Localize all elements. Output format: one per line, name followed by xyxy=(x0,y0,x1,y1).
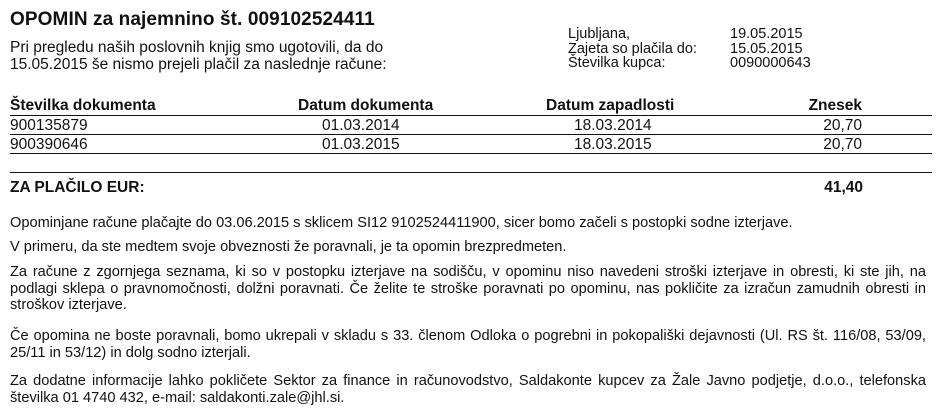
cell-due-date: 18.03.2014 xyxy=(574,117,652,134)
header-due-date: Datum zapadlosti xyxy=(546,97,675,114)
meta-label: Ljubljana, xyxy=(568,26,631,42)
cell-document-number: 900390646 xyxy=(10,136,88,153)
header-document-date: Datum dokumenta xyxy=(298,97,434,114)
cell-document-date: 01.03.2015 xyxy=(322,136,400,153)
meta-row-place-date xyxy=(568,27,828,42)
meta-row-payments-until xyxy=(568,42,828,57)
cell-amount: 20,70 xyxy=(823,136,862,153)
total-row xyxy=(10,179,932,197)
document-title: OPOMIN za najemnino št. 009102524411 xyxy=(10,9,375,30)
court-costs-notice: Za račune z zgornjega seznama, ki so v postopku izterjave na sodišču, v opominu niso navedeni stroški izterjave in obresti, ki ste jih, na podlagi sklepa o pravnomočnosti, dolžni poravnati. Če želite te stroške poravnati po opominu, nas pokličite za izračun zamudnih obresti in stroškov izterjave. xyxy=(10,264,926,313)
invoice-table xyxy=(10,96,932,154)
legal-action-notice: Če opomina ne boste poravnali, bomo ukrepali v skladu s 33. členom Odloka o pogrebni in pokopališki dejavnosti (Ul. RS št. 116/08, 53/09, 25/11 in 53/12) in dolg sodno izterjali. xyxy=(10,328,926,361)
header-document-number: Številka dokumenta xyxy=(10,97,156,114)
cell-document-date: 01.03.2014 xyxy=(322,117,400,134)
meta-label: Zajeta so plačila do: xyxy=(568,40,697,57)
meta-value: 0090000643 xyxy=(730,55,811,71)
meta-value: 19.05.2015 xyxy=(730,26,803,42)
table-header xyxy=(10,96,932,116)
header-amount: Znesek xyxy=(808,97,862,114)
meta-label: Številka kupca: xyxy=(568,55,666,71)
meta-row-customer-number xyxy=(568,56,828,71)
contact-info: Za dodatne informacije lahko pokličete Sektor za finance in računovodstvo, Saldakonte kupcev za Žale Javno podjetje, d.o.o., telefonska številka 01 4740 432, e-mail: saldakonti.zale@jhl.si. xyxy=(10,373,926,406)
cell-amount: 20,70 xyxy=(823,117,862,134)
already-paid-notice: V primeru, da ste medtem svoje obveznosti že poravnali, je ta opomin brezpredmeten. xyxy=(10,239,567,255)
intro-text: Pri pregledu naših poslovnih knjig smo ugotovili, da do 15.05.2015 še nismo prejeli plačil za naslednje račune: xyxy=(10,39,387,73)
cell-due-date: 18.03.2015 xyxy=(574,136,652,153)
total-value: 41,40 xyxy=(824,179,863,196)
payment-instructions: Opominjane račune plačajte do 03.06.2015 s sklicem SI12 9102524411900, sicer bomo začeli s postopki sodne izterjave. xyxy=(10,215,793,231)
cell-document-number: 900135879 xyxy=(10,117,88,134)
total-label: ZA PLAČILO EUR: xyxy=(10,179,145,196)
table-row xyxy=(10,116,932,135)
meta-value: 15.05.2015 xyxy=(730,40,803,57)
table-row xyxy=(10,135,932,154)
document-meta xyxy=(568,27,828,71)
total-divider xyxy=(10,172,932,173)
